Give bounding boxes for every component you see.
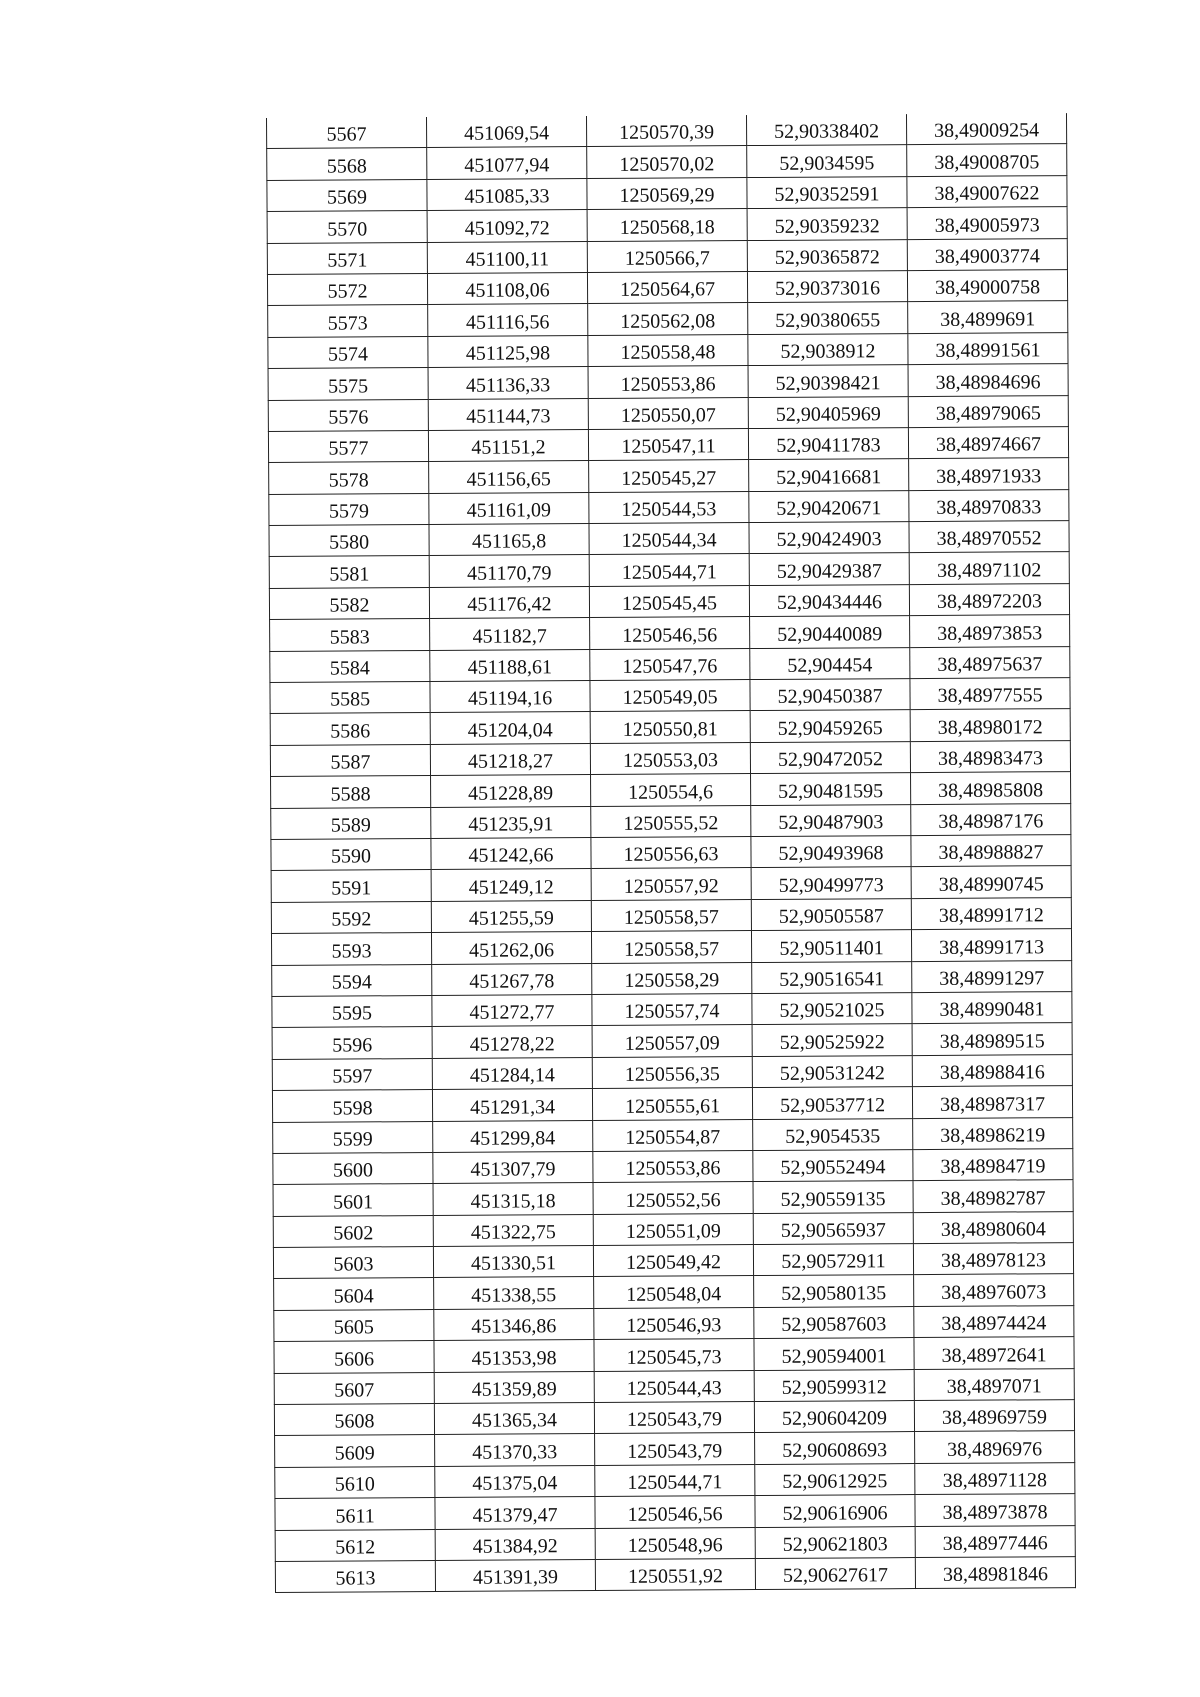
latitude-cell: 52,90338402: [746, 114, 906, 146]
table-row: [270, 740, 1070, 776]
latitude-cell: 52,90505587: [751, 898, 911, 930]
y-coordinate-cell: 1250566,7: [587, 240, 747, 272]
table-row: [267, 144, 1067, 180]
x-coordinate-cell: 451375,04: [435, 1465, 595, 1497]
table-row: [270, 646, 1070, 682]
y-coordinate-cell: 1250556,35: [592, 1056, 752, 1088]
y-coordinate-cell: 1250554,6: [591, 774, 751, 806]
latitude-cell: 52,90627617: [755, 1558, 915, 1590]
longitude-cell: 38,49007622: [907, 175, 1067, 207]
y-coordinate-cell: 1250545,27: [589, 460, 749, 492]
table-row: [268, 427, 1068, 463]
longitude-cell: 38,49005973: [907, 207, 1067, 239]
table-row: [269, 552, 1069, 588]
latitude-cell: 52,9034595: [747, 145, 907, 177]
y-coordinate-cell: 1250570,39: [586, 115, 746, 147]
x-coordinate-cell: 451165,8: [429, 524, 589, 556]
x-coordinate-cell: 451330,51: [433, 1246, 593, 1278]
point-number-cell: 5609: [275, 1435, 435, 1467]
latitude-cell: 52,90429387: [749, 553, 909, 585]
y-coordinate-cell: 1250553,86: [588, 366, 748, 398]
y-coordinate-cell: 1250568,18: [587, 209, 747, 241]
x-coordinate-cell: 451365,34: [434, 1403, 594, 1435]
longitude-cell: 38,48985808: [911, 772, 1071, 804]
longitude-cell: 38,48991713: [911, 929, 1071, 961]
latitude-cell: 52,90521025: [752, 993, 912, 1025]
point-number-cell: 5604: [274, 1278, 434, 1310]
point-number-cell: 5574: [268, 336, 428, 368]
point-number-cell: 5607: [274, 1372, 434, 1404]
y-coordinate-cell: 1250546,56: [595, 1496, 755, 1528]
latitude-cell: 52,90365872: [747, 239, 907, 271]
table-row: [273, 1180, 1073, 1216]
table-row: [269, 521, 1069, 557]
point-number-cell: 5611: [275, 1498, 435, 1530]
x-coordinate-cell: 451262,06: [431, 932, 591, 964]
longitude-cell: 38,48987317: [912, 1086, 1072, 1118]
x-coordinate-cell: 451125,98: [428, 335, 588, 367]
longitude-cell: 38,48990745: [911, 866, 1071, 898]
point-number-cell: 5601: [273, 1184, 433, 1216]
longitude-cell: 38,48976073: [914, 1274, 1074, 1306]
table-row: [268, 332, 1068, 368]
latitude-cell: 52,90481595: [751, 773, 911, 805]
table-row: [270, 709, 1070, 745]
latitude-cell: 52,90608693: [755, 1432, 915, 1464]
table-row: [272, 1054, 1072, 1090]
x-coordinate-cell: 451235,91: [431, 806, 591, 838]
latitude-cell: 52,90516541: [752, 961, 912, 993]
longitude-cell: 38,48987176: [911, 803, 1071, 835]
x-coordinate-cell: 451228,89: [431, 775, 591, 807]
y-coordinate-cell: 1250547,11: [588, 428, 748, 460]
x-coordinate-cell: 451379,47: [435, 1497, 595, 1529]
y-coordinate-cell: 1250543,79: [595, 1433, 755, 1465]
longitude-cell: 38,48973878: [915, 1494, 1075, 1526]
y-coordinate-cell: 1250557,74: [592, 993, 752, 1025]
longitude-cell: 38,48988416: [912, 1054, 1072, 1086]
point-number-cell: 5569: [267, 179, 427, 211]
latitude-cell: 52,90373016: [747, 271, 907, 303]
table-row: [272, 960, 1072, 996]
latitude-cell: 52,90424903: [749, 522, 909, 554]
table-row: [274, 1368, 1074, 1404]
point-number-cell: 5575: [268, 368, 428, 400]
latitude-cell: 52,9054535: [753, 1118, 913, 1150]
latitude-cell: 52,90352591: [747, 176, 907, 208]
longitude-cell: 38,49003774: [907, 238, 1067, 270]
latitude-cell: 52,90525922: [752, 1024, 912, 1056]
longitude-cell: 38,48971128: [915, 1462, 1075, 1494]
y-coordinate-cell: 1250549,05: [590, 680, 750, 712]
longitude-cell: 38,48972641: [914, 1337, 1074, 1369]
longitude-cell: 38,49008705: [907, 144, 1067, 176]
x-coordinate-cell: 451255,59: [431, 900, 591, 932]
longitude-cell: 38,49000758: [907, 270, 1067, 302]
y-coordinate-cell: 1250564,67: [587, 272, 747, 304]
longitude-cell: 38,48977555: [910, 678, 1070, 710]
table-row: [273, 1117, 1073, 1153]
latitude-cell: 52,90537712: [752, 1087, 912, 1119]
point-number-cell: 5583: [270, 619, 430, 651]
point-number-cell: 5587: [270, 744, 430, 776]
x-coordinate-cell: 451144,73: [428, 398, 588, 430]
point-number-cell: 5589: [271, 807, 431, 839]
y-coordinate-cell: 1250544,43: [594, 1370, 754, 1402]
longitude-cell: 38,48973853: [910, 615, 1070, 647]
point-number-cell: 5571: [267, 242, 427, 274]
longitude-cell: 38,48984696: [908, 364, 1068, 396]
latitude-cell: 52,90621803: [755, 1526, 915, 1558]
x-coordinate-cell: 451092,72: [427, 210, 587, 242]
longitude-cell: 38,48971933: [909, 458, 1069, 490]
x-coordinate-cell: 451204,04: [430, 712, 590, 744]
table-row: [270, 678, 1070, 714]
longitude-cell: 38,48978123: [913, 1243, 1073, 1275]
y-coordinate-cell: 1250558,57: [591, 931, 751, 963]
point-number-cell: 5577: [268, 430, 428, 462]
y-coordinate-cell: 1250549,42: [593, 1245, 753, 1277]
table-row: [267, 207, 1067, 243]
table-row: [268, 301, 1068, 337]
point-number-cell: 5590: [271, 838, 431, 870]
latitude-cell: 52,90459265: [750, 710, 910, 742]
x-coordinate-cell: 451182,7: [430, 618, 590, 650]
x-coordinate-cell: 451384,92: [435, 1528, 595, 1560]
latitude-cell: 52,90604209: [754, 1401, 914, 1433]
x-coordinate-cell: 451176,42: [429, 586, 589, 618]
y-coordinate-cell: 1250557,92: [591, 868, 751, 900]
y-coordinate-cell: 1250555,61: [592, 1088, 752, 1120]
y-coordinate-cell: 1250550,81: [590, 711, 750, 743]
longitude-cell: 38,48974667: [908, 427, 1068, 459]
table-row: [275, 1557, 1075, 1593]
longitude-cell: 38,48991561: [908, 332, 1068, 364]
x-coordinate-cell: 451291,34: [432, 1089, 592, 1121]
point-number-cell: 5593: [271, 933, 431, 965]
latitude-cell: 52,90599312: [754, 1369, 914, 1401]
latitude-cell: 52,90359232: [747, 208, 907, 240]
y-coordinate-cell: 1250544,71: [589, 554, 749, 586]
x-coordinate-cell: 451391,39: [435, 1559, 595, 1591]
table-row: [268, 364, 1068, 400]
longitude-cell: 38,48989515: [912, 1023, 1072, 1055]
x-coordinate-cell: 451188,61: [430, 649, 590, 681]
point-number-cell: 5594: [272, 964, 432, 996]
table-row: [274, 1305, 1074, 1341]
point-number-cell: 5595: [272, 995, 432, 1027]
latitude-cell: 52,90552494: [753, 1149, 913, 1181]
table-row: [271, 929, 1071, 965]
x-coordinate-cell: 451278,22: [432, 1026, 592, 1058]
y-coordinate-cell: 1250545,73: [594, 1339, 754, 1371]
point-number-cell: 5579: [269, 493, 429, 525]
point-number-cell: 5598: [272, 1090, 432, 1122]
coordinates-table: [266, 113, 1076, 1593]
latitude-cell: 52,90572911: [753, 1244, 913, 1276]
y-coordinate-cell: 1250558,48: [588, 334, 748, 366]
point-number-cell: 5570: [267, 211, 427, 243]
longitude-cell: 38,48980172: [910, 709, 1070, 741]
table-row: [273, 1211, 1073, 1247]
y-coordinate-cell: 1250553,86: [593, 1150, 753, 1182]
table-row: [272, 1023, 1072, 1059]
y-coordinate-cell: 1250546,93: [594, 1307, 754, 1339]
longitude-cell: 38,48974424: [914, 1305, 1074, 1337]
table-row: [274, 1274, 1074, 1310]
x-coordinate-cell: 451077,94: [427, 147, 587, 179]
point-number-cell: 5591: [271, 870, 431, 902]
table-row: [271, 897, 1071, 933]
longitude-cell: 38,48972203: [909, 583, 1069, 615]
x-coordinate-cell: 451161,09: [429, 492, 589, 524]
point-number-cell: 5586: [270, 713, 430, 745]
longitude-cell: 38,48981846: [915, 1557, 1075, 1589]
point-number-cell: 5599: [273, 1121, 433, 1153]
x-coordinate-cell: 451116,56: [428, 304, 588, 336]
longitude-cell: 38,48986219: [913, 1117, 1073, 1149]
y-coordinate-cell: 1250552,56: [593, 1182, 753, 1214]
x-coordinate-cell: 451359,89: [434, 1371, 594, 1403]
latitude-cell: 52,90380655: [748, 302, 908, 334]
table-row: [271, 866, 1071, 902]
latitude-cell: 52,90434446: [749, 584, 909, 616]
y-coordinate-cell: 1250551,09: [593, 1213, 753, 1245]
latitude-cell: 52,90493968: [751, 836, 911, 868]
longitude-cell: 38,48970552: [909, 521, 1069, 553]
table-row: [272, 1086, 1072, 1122]
longitude-cell: 38,48969759: [914, 1400, 1074, 1432]
x-coordinate-cell: 451100,11: [427, 241, 587, 273]
longitude-cell: 38,48979065: [908, 395, 1068, 427]
point-number-cell: 5606: [274, 1341, 434, 1373]
table-row: [275, 1462, 1075, 1498]
x-coordinate-cell: 451284,14: [432, 1057, 592, 1089]
latitude-cell: 52,9038912: [748, 333, 908, 365]
latitude-cell: 52,90440089: [750, 616, 910, 648]
latitude-cell: 52,90411783: [748, 427, 908, 459]
x-coordinate-cell: 451299,84: [433, 1120, 593, 1152]
point-number-cell: 5580: [269, 525, 429, 557]
point-number-cell: 5585: [270, 682, 430, 714]
y-coordinate-cell: 1250544,71: [595, 1464, 755, 1496]
y-coordinate-cell: 1250556,63: [591, 837, 751, 869]
point-number-cell: 5603: [273, 1247, 433, 1279]
x-coordinate-cell: 451170,79: [429, 555, 589, 587]
latitude-cell: 52,90587603: [754, 1306, 914, 1338]
y-coordinate-cell: 1250550,07: [588, 397, 748, 429]
y-coordinate-cell: 1250557,09: [592, 1025, 752, 1057]
point-number-cell: 5588: [271, 776, 431, 808]
point-number-cell: 5592: [271, 901, 431, 933]
longitude-cell: 38,48982787: [913, 1180, 1073, 1212]
y-coordinate-cell: 1250569,29: [587, 177, 747, 209]
x-coordinate-cell: 451194,16: [430, 681, 590, 713]
latitude-cell: 52,90420671: [749, 490, 909, 522]
latitude-cell: 52,90616906: [755, 1495, 915, 1527]
latitude-cell: 52,90499773: [751, 867, 911, 899]
table-row: [275, 1494, 1075, 1530]
latitude-cell: 52,90416681: [749, 459, 909, 491]
x-coordinate-cell: 451249,12: [431, 869, 591, 901]
y-coordinate-cell: 1250551,92: [595, 1559, 755, 1591]
table-row: [273, 1148, 1073, 1184]
y-coordinate-cell: 1250554,87: [593, 1119, 753, 1151]
longitude-cell: 38,48971102: [909, 552, 1069, 584]
y-coordinate-cell: 1250570,02: [587, 146, 747, 178]
table-row: [269, 583, 1069, 619]
longitude-cell: 38,48983473: [910, 740, 1070, 772]
x-coordinate-cell: 451315,18: [433, 1183, 593, 1215]
x-coordinate-cell: 451218,27: [430, 743, 590, 775]
x-coordinate-cell: 451069,54: [426, 116, 586, 148]
latitude-cell: 52,90398421: [748, 365, 908, 397]
point-number-cell: 5578: [269, 462, 429, 494]
table-row: [274, 1400, 1074, 1436]
point-number-cell: 5596: [272, 1027, 432, 1059]
x-coordinate-cell: 451370,33: [435, 1434, 595, 1466]
x-coordinate-cell: 451242,66: [431, 838, 591, 870]
x-coordinate-cell: 451307,79: [433, 1151, 593, 1183]
x-coordinate-cell: 451353,98: [434, 1340, 594, 1372]
longitude-cell: 38,48991297: [912, 960, 1072, 992]
longitude-cell: 38,48975637: [910, 646, 1070, 678]
x-coordinate-cell: 451272,77: [432, 994, 592, 1026]
x-coordinate-cell: 451346,86: [434, 1308, 594, 1340]
point-number-cell: 5597: [272, 1058, 432, 1090]
table-row: [270, 615, 1070, 651]
point-number-cell: 5568: [267, 148, 427, 180]
latitude-cell: 52,90559135: [753, 1181, 913, 1213]
longitude-cell: 38,4899691: [908, 301, 1068, 333]
point-number-cell: 5581: [269, 556, 429, 588]
y-coordinate-cell: 1250558,29: [592, 962, 752, 994]
y-coordinate-cell: 1250543,79: [594, 1402, 754, 1434]
point-number-cell: 5612: [275, 1529, 435, 1561]
point-number-cell: 5582: [269, 587, 429, 619]
point-number-cell: 5605: [274, 1309, 434, 1341]
longitude-cell: 38,48984719: [913, 1148, 1073, 1180]
table-row: [267, 113, 1067, 149]
point-number-cell: 5602: [273, 1215, 433, 1247]
x-coordinate-cell: 451108,06: [427, 272, 587, 304]
point-number-cell: 5567: [267, 117, 427, 149]
x-coordinate-cell: 451156,65: [429, 461, 589, 493]
y-coordinate-cell: 1250548,04: [594, 1276, 754, 1308]
point-number-cell: 5576: [268, 399, 428, 431]
y-coordinate-cell: 1250547,76: [590, 648, 750, 680]
table-row: [269, 489, 1069, 525]
latitude-cell: 52,90405969: [748, 396, 908, 428]
longitude-cell: 38,4897071: [914, 1368, 1074, 1400]
longitude-cell: 38,48988827: [911, 835, 1071, 867]
longitude-cell: 38,48970833: [909, 489, 1069, 521]
table-row: [269, 458, 1069, 494]
latitude-cell: 52,90612925: [755, 1463, 915, 1495]
x-coordinate-cell: 451151,2: [428, 429, 588, 461]
table-row: [275, 1431, 1075, 1467]
table-row: [267, 238, 1067, 274]
table-row: [271, 835, 1071, 871]
table-row: [272, 992, 1072, 1028]
latitude-cell: 52,90487903: [751, 804, 911, 836]
y-coordinate-cell: 1250544,34: [589, 523, 749, 555]
longitude-cell: 38,48990481: [912, 992, 1072, 1024]
point-number-cell: 5572: [267, 273, 427, 305]
y-coordinate-cell: 1250548,96: [595, 1527, 755, 1559]
point-number-cell: 5573: [268, 305, 428, 337]
table-row: [267, 175, 1067, 211]
latitude-cell: 52,90472052: [750, 741, 910, 773]
x-coordinate-cell: 451338,55: [434, 1277, 594, 1309]
latitude-cell: 52,904454: [750, 647, 910, 679]
table-row: [274, 1337, 1074, 1373]
coordinates-table-body: [267, 113, 1076, 1593]
y-coordinate-cell: 1250544,53: [589, 491, 749, 523]
table-row: [268, 395, 1068, 431]
longitude-cell: 38,4896976: [915, 1431, 1075, 1463]
point-number-cell: 5613: [275, 1560, 435, 1592]
latitude-cell: 52,90511401: [751, 930, 911, 962]
longitude-cell: 38,48980604: [913, 1211, 1073, 1243]
latitude-cell: 52,90450387: [750, 679, 910, 711]
y-coordinate-cell: 1250546,56: [590, 617, 750, 649]
latitude-cell: 52,90531242: [752, 1055, 912, 1087]
y-coordinate-cell: 1250562,08: [588, 303, 748, 335]
latitude-cell: 52,90580135: [754, 1275, 914, 1307]
table-row: [275, 1525, 1075, 1561]
table-row: [271, 772, 1071, 808]
x-coordinate-cell: 451136,33: [428, 367, 588, 399]
point-number-cell: 5610: [275, 1466, 435, 1498]
table-row: [267, 270, 1067, 306]
point-number-cell: 5600: [273, 1152, 433, 1184]
x-coordinate-cell: 451267,78: [432, 963, 592, 995]
point-number-cell: 5584: [270, 650, 430, 682]
x-coordinate-cell: 451085,33: [427, 178, 587, 210]
y-coordinate-cell: 1250555,52: [591, 805, 751, 837]
point-number-cell: 5608: [274, 1404, 434, 1436]
latitude-cell: 52,90565937: [753, 1212, 913, 1244]
longitude-cell: 38,48991712: [911, 897, 1071, 929]
y-coordinate-cell: 1250545,45: [589, 585, 749, 617]
table-row: [273, 1243, 1073, 1279]
table-row: [271, 803, 1071, 839]
longitude-cell: 38,48977446: [915, 1525, 1075, 1557]
x-coordinate-cell: 451322,75: [433, 1214, 593, 1246]
longitude-cell: 38,49009254: [906, 113, 1066, 145]
latitude-cell: 52,90594001: [754, 1338, 914, 1370]
y-coordinate-cell: 1250558,57: [591, 899, 751, 931]
y-coordinate-cell: 1250553,03: [590, 742, 750, 774]
